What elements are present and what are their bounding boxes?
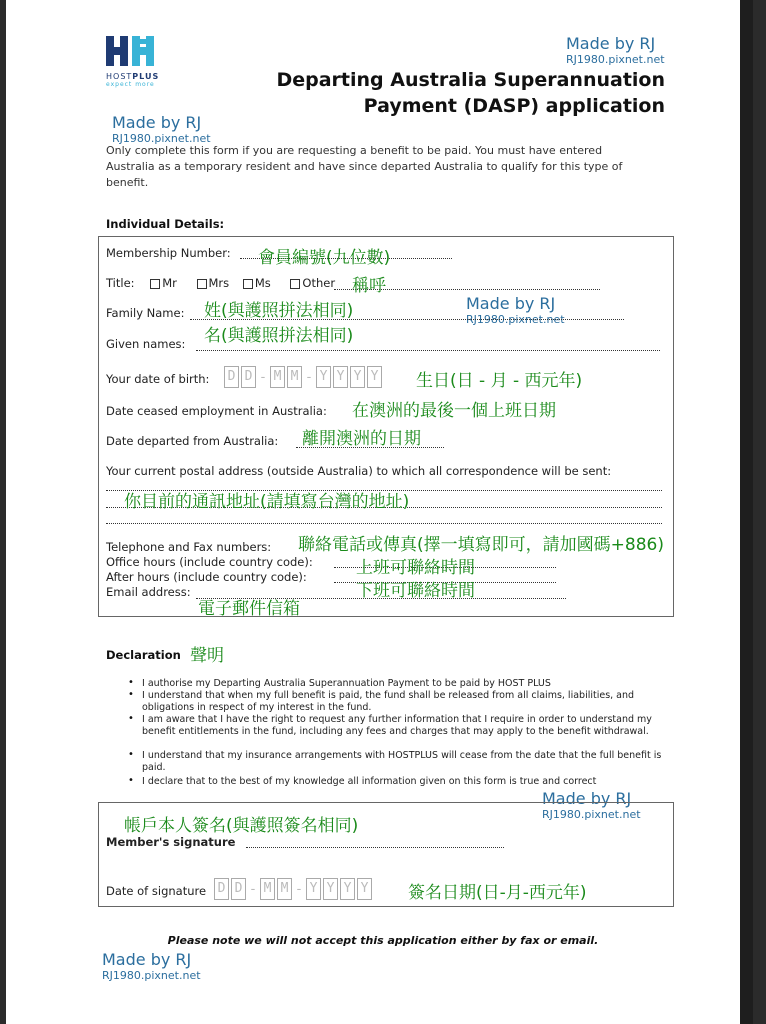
form-title bbox=[276, 67, 665, 119]
signature-annotation: 帳戶本人簽名(與護照簽名相同) bbox=[124, 816, 359, 836]
date-cell: Y bbox=[323, 878, 338, 900]
bullet-icon: • bbox=[128, 677, 134, 688]
intro-text: Only complete this form if you are requesting a benefit to be paid. You must have entered Australia as a temporary resident and have since departed Australia to qualify for this type of benefit. bbox=[106, 144, 623, 189]
postal-address-line3[interactable] bbox=[106, 523, 662, 524]
page-edge bbox=[740, 0, 753, 1024]
member-signature-field[interactable] bbox=[246, 847, 504, 848]
watermark-bottom-left bbox=[102, 950, 201, 982]
title-option-mr[interactable] bbox=[150, 276, 177, 290]
date-cell: D bbox=[241, 366, 256, 388]
date-cell: Y bbox=[340, 878, 355, 900]
date-ceased-annotation: 在澳洲的最後一個上班日期 bbox=[352, 401, 556, 421]
declaration-item: I understand that when my full benefit is paid, the fund shall be released from all claims, liabilities, and obligations in respect of my interest in the fund. bbox=[142, 690, 635, 713]
date-cell: M bbox=[277, 878, 292, 900]
office-hours-label: Office hours (include country code): bbox=[106, 555, 313, 569]
watermark-name: Made by RJ bbox=[102, 950, 192, 969]
signature-date-field[interactable] bbox=[214, 878, 372, 900]
dob-label: Your date of birth: bbox=[106, 372, 210, 386]
checkbox-icon bbox=[243, 279, 253, 289]
postal-address-label: Your current postal address (outside Australia) to which all correspondence will be sent: bbox=[106, 464, 612, 478]
title-option-label: Ms bbox=[254, 276, 271, 290]
signature-date-label: Date of signature bbox=[106, 884, 207, 898]
date-separator: - bbox=[260, 369, 266, 385]
phone-fax-label: Telephone and Fax numbers: bbox=[106, 540, 272, 554]
after-hours-annotation: 下班可聯絡時間 bbox=[356, 581, 475, 601]
watermark-site: RJ1980.pixnet.net bbox=[112, 132, 211, 145]
logo-text-host: HOST bbox=[106, 72, 133, 81]
date-separator: - bbox=[306, 369, 312, 385]
given-names-field[interactable] bbox=[196, 350, 660, 351]
watermark-top-left bbox=[112, 113, 211, 145]
bullet-icon: • bbox=[128, 749, 134, 760]
hostplus-logo-mark bbox=[106, 36, 158, 66]
bullet-icon: • bbox=[128, 775, 134, 786]
date-cell: Y bbox=[357, 878, 372, 900]
email-label: Email address: bbox=[106, 585, 191, 599]
watermark-top-right bbox=[566, 34, 665, 66]
watermark-site: RJ1980.pixnet.net bbox=[566, 53, 665, 66]
date-cell: D bbox=[231, 878, 246, 900]
form-title-line2: Payment (DASP) application bbox=[363, 95, 665, 117]
individual-details-heading: Individual Details: bbox=[106, 217, 225, 231]
date-separator: - bbox=[296, 881, 302, 897]
date-cell: M bbox=[270, 366, 285, 388]
checkbox-icon bbox=[150, 279, 160, 289]
watermark-site: RJ1980.pixnet.net bbox=[542, 808, 641, 821]
title-option-other[interactable] bbox=[290, 276, 335, 290]
date-cell: Y bbox=[350, 366, 365, 388]
family-name-label: Family Name: bbox=[106, 306, 185, 320]
watermark-name: Made by RJ bbox=[542, 789, 632, 808]
membership-number-label: Membership Number: bbox=[106, 246, 231, 260]
hostplus-logo bbox=[106, 36, 159, 88]
form-title-line1: Departing Australia Superannuation bbox=[276, 69, 665, 91]
title-row bbox=[106, 276, 335, 290]
declaration-annotation: 聲明 bbox=[190, 646, 224, 666]
title-option-mrs[interactable] bbox=[197, 276, 230, 290]
dob-field[interactable] bbox=[224, 366, 382, 388]
checkbox-icon bbox=[290, 279, 300, 289]
postal-address-annotation: 你目前的通訊地址(請填寫台灣的地址) bbox=[124, 492, 410, 512]
declaration-item: I am aware that I have the right to request any further information that I require in order to understand my benefit entitlements in the fund, including any fees and charges that may apply to the benefit withdrawal. bbox=[142, 714, 652, 737]
date-cell: Y bbox=[367, 366, 382, 388]
declaration-item: I authorise my Departing Australia Superannuation Payment to be paid by HOST PLUS bbox=[142, 678, 551, 689]
date-departed-annotation: 離開澳洲的日期 bbox=[302, 429, 421, 449]
declaration-heading: Declaration bbox=[106, 648, 181, 662]
office-hours-annotation: 上班可聯絡時間 bbox=[356, 558, 475, 578]
title-option-label: Other bbox=[302, 276, 336, 290]
phone-fax-annotation: 聯絡電話或傳真(擇一填寫即可，請加國碼+886) bbox=[298, 535, 664, 555]
logo-text-plus: PLUS bbox=[132, 72, 160, 81]
title-option-label: Mrs bbox=[208, 276, 230, 290]
title-option-ms[interactable] bbox=[243, 276, 271, 290]
title-label: Title: bbox=[106, 276, 135, 290]
date-cell: M bbox=[260, 878, 275, 900]
date-cell: Y bbox=[306, 878, 321, 900]
date-cell: M bbox=[287, 366, 302, 388]
after-hours-label: After hours (include country code): bbox=[106, 570, 307, 584]
title-option-label: Mr bbox=[162, 276, 177, 290]
date-cell: Y bbox=[316, 366, 331, 388]
footer-note: Please note we will not accept this application either by fax or email. bbox=[167, 934, 599, 947]
watermark-site: RJ1980.pixnet.net bbox=[102, 969, 201, 982]
date-cell: Y bbox=[333, 366, 348, 388]
signature-date-annotation: 簽名日期(日-月-西元年) bbox=[408, 883, 587, 903]
member-signature-label: Member's signature bbox=[106, 835, 236, 849]
watermark-name: Made by RJ bbox=[112, 113, 202, 132]
date-separator: - bbox=[250, 881, 256, 897]
given-names-annotation: 名(與護照拼法相同) bbox=[204, 326, 354, 346]
email-annotation: 電子郵件信箱 bbox=[198, 599, 300, 619]
watermark-site: RJ1980.pixnet.net bbox=[466, 313, 565, 326]
date-cell: D bbox=[214, 878, 229, 900]
given-names-label: Given names: bbox=[106, 337, 186, 351]
family-name-annotation: 姓(與護照拼法相同) bbox=[204, 301, 354, 321]
date-ceased-label: Date ceased employment in Australia: bbox=[106, 404, 327, 418]
bullet-icon: • bbox=[128, 713, 134, 724]
declaration-item: I understand that my insurance arrangements with HOSTPLUS will cease from the date that the full benefit is paid. bbox=[142, 750, 662, 773]
dob-annotation: 生日(日 - 月 - 西元年) bbox=[416, 371, 583, 391]
checkbox-icon bbox=[197, 279, 207, 289]
bullet-icon: • bbox=[128, 689, 134, 700]
logo-tagline: expect more bbox=[106, 81, 155, 88]
title-annotation: 稱呼 bbox=[352, 276, 386, 296]
membership-annotation: 會員編號(九位數) bbox=[258, 248, 391, 268]
date-departed-label: Date departed from Australia: bbox=[106, 434, 279, 448]
watermark-name: Made by RJ bbox=[466, 294, 556, 313]
date-cell: D bbox=[224, 366, 239, 388]
declaration-item: I declare that to the best of my knowledge all information given on this form is true and correct bbox=[142, 776, 597, 787]
watermark-name: Made by RJ bbox=[566, 34, 656, 53]
